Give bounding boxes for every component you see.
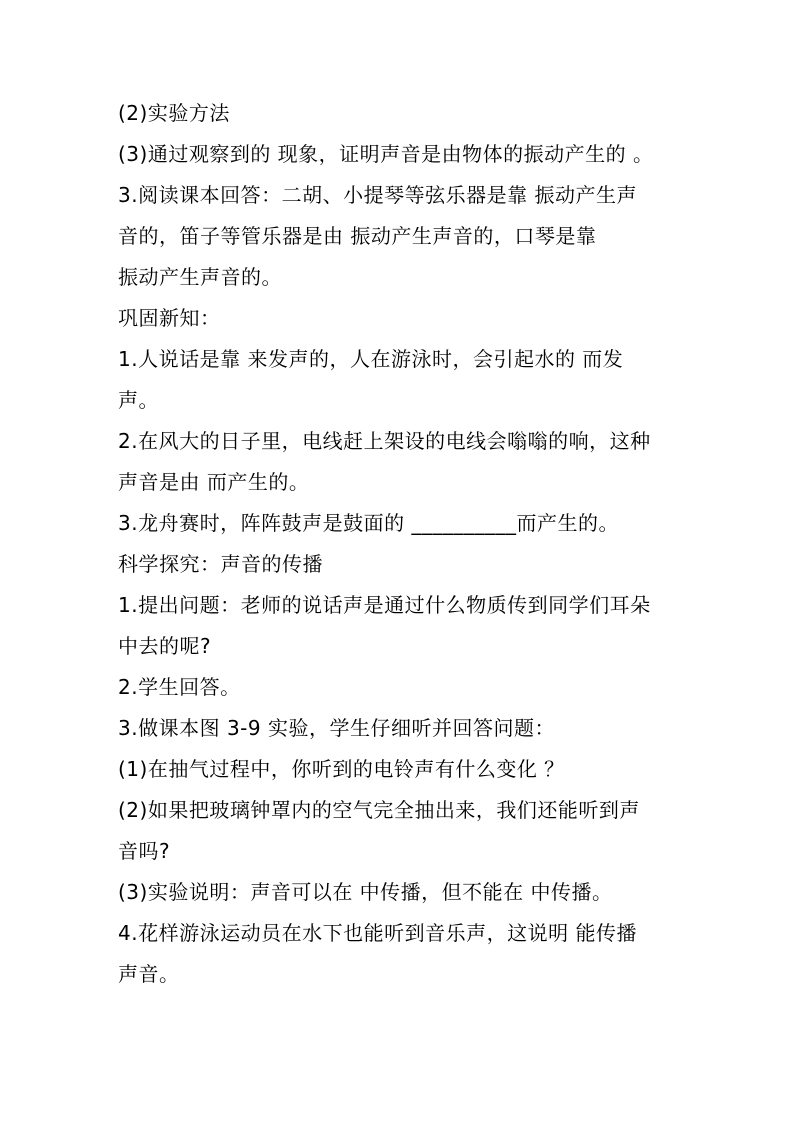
line-text: (2)实验方法 bbox=[118, 101, 230, 125]
text-line-exercise-2 bbox=[118, 428, 678, 469]
text-line-subquestion-2-cont bbox=[118, 838, 678, 879]
text-line-subquestion-2 bbox=[118, 797, 678, 838]
line-text: 声音是由 而产生的。 bbox=[118, 470, 310, 494]
text-line-exercise-1-cont bbox=[118, 387, 678, 428]
document-body bbox=[118, 100, 678, 1002]
text-line-inquiry-question-cont bbox=[118, 633, 678, 674]
line-text: 1.人说话是靠 来发声的，人在游泳时，会引起水的 而发 bbox=[118, 347, 624, 371]
section-heading-inquiry bbox=[118, 551, 678, 592]
text-line-subquestion-1 bbox=[118, 756, 678, 797]
line-text: (3)通过观察到的 现象，证明声音是由物体的振动产生的 。 bbox=[118, 142, 654, 166]
line-text: 振动产生声音的。 bbox=[118, 265, 282, 289]
line-text: 巩固新知： bbox=[118, 306, 221, 330]
text-line-subquestion-3 bbox=[118, 879, 678, 920]
section-heading-consolidate bbox=[118, 305, 678, 346]
line-text: (2)如果把玻璃钟罩内的空气完全抽出来，我们还能听到声 bbox=[118, 798, 640, 822]
text-line-reading-question-cont bbox=[118, 223, 678, 264]
text-line-inquiry-question bbox=[118, 592, 678, 633]
text-line-student-answer bbox=[118, 674, 678, 715]
line-text: 1.提出问题：老师的说话声是通过什么物质传到同学们耳朵 bbox=[118, 593, 651, 617]
line-text: 4.花样游泳运动员在水下也能听到音乐声，这说明 能传播 bbox=[118, 921, 637, 945]
line-text: (3)实验说明：声音可以在 中传播，但不能在 中传播。 bbox=[118, 880, 613, 904]
text-line-exercise-1 bbox=[118, 346, 678, 387]
line-text: 音的，笛子等管乐器是由 振动产生声音的，口琴是靠 bbox=[118, 224, 597, 248]
line-text: 中去的呢? bbox=[118, 634, 212, 658]
line-text: 3.阅读课本回答：二胡、小提琴等弦乐器是靠 振动产生声 bbox=[118, 183, 637, 207]
text-line-observation bbox=[118, 141, 678, 182]
text-line-swimming-cont bbox=[118, 961, 678, 1002]
text-line-experiment-method bbox=[118, 100, 678, 141]
text-line-reading-question bbox=[118, 182, 678, 223]
text-line-exercise-3 bbox=[118, 510, 678, 551]
text-line-exercise-2-cont bbox=[118, 469, 678, 510]
text-line-swimming bbox=[118, 920, 678, 961]
line-text: (1)在抽气过程中，你听到的电铃声有什么变化 ？ bbox=[118, 757, 565, 781]
line-text: 3.做课本图 3-9 实验，学生仔细听并回答问题： bbox=[118, 716, 555, 740]
line-text: 3.龙舟赛时，阵阵鼓声是鼓面的 __________而产生的。 bbox=[118, 511, 619, 535]
text-line-reading-question-end bbox=[118, 264, 678, 305]
line-text: 音吗? bbox=[118, 839, 171, 863]
line-text: 声音。 bbox=[118, 962, 180, 986]
line-text: 2.学生回答。 bbox=[118, 675, 241, 699]
line-text: 声。 bbox=[118, 388, 159, 412]
text-line-experiment-3-9 bbox=[118, 715, 678, 756]
line-text: 科学探究：声音的传播 bbox=[118, 552, 323, 576]
line-text: 2.在风大的日子里，电线赶上架设的电线会嗡嗡的响，这种 bbox=[118, 429, 651, 453]
